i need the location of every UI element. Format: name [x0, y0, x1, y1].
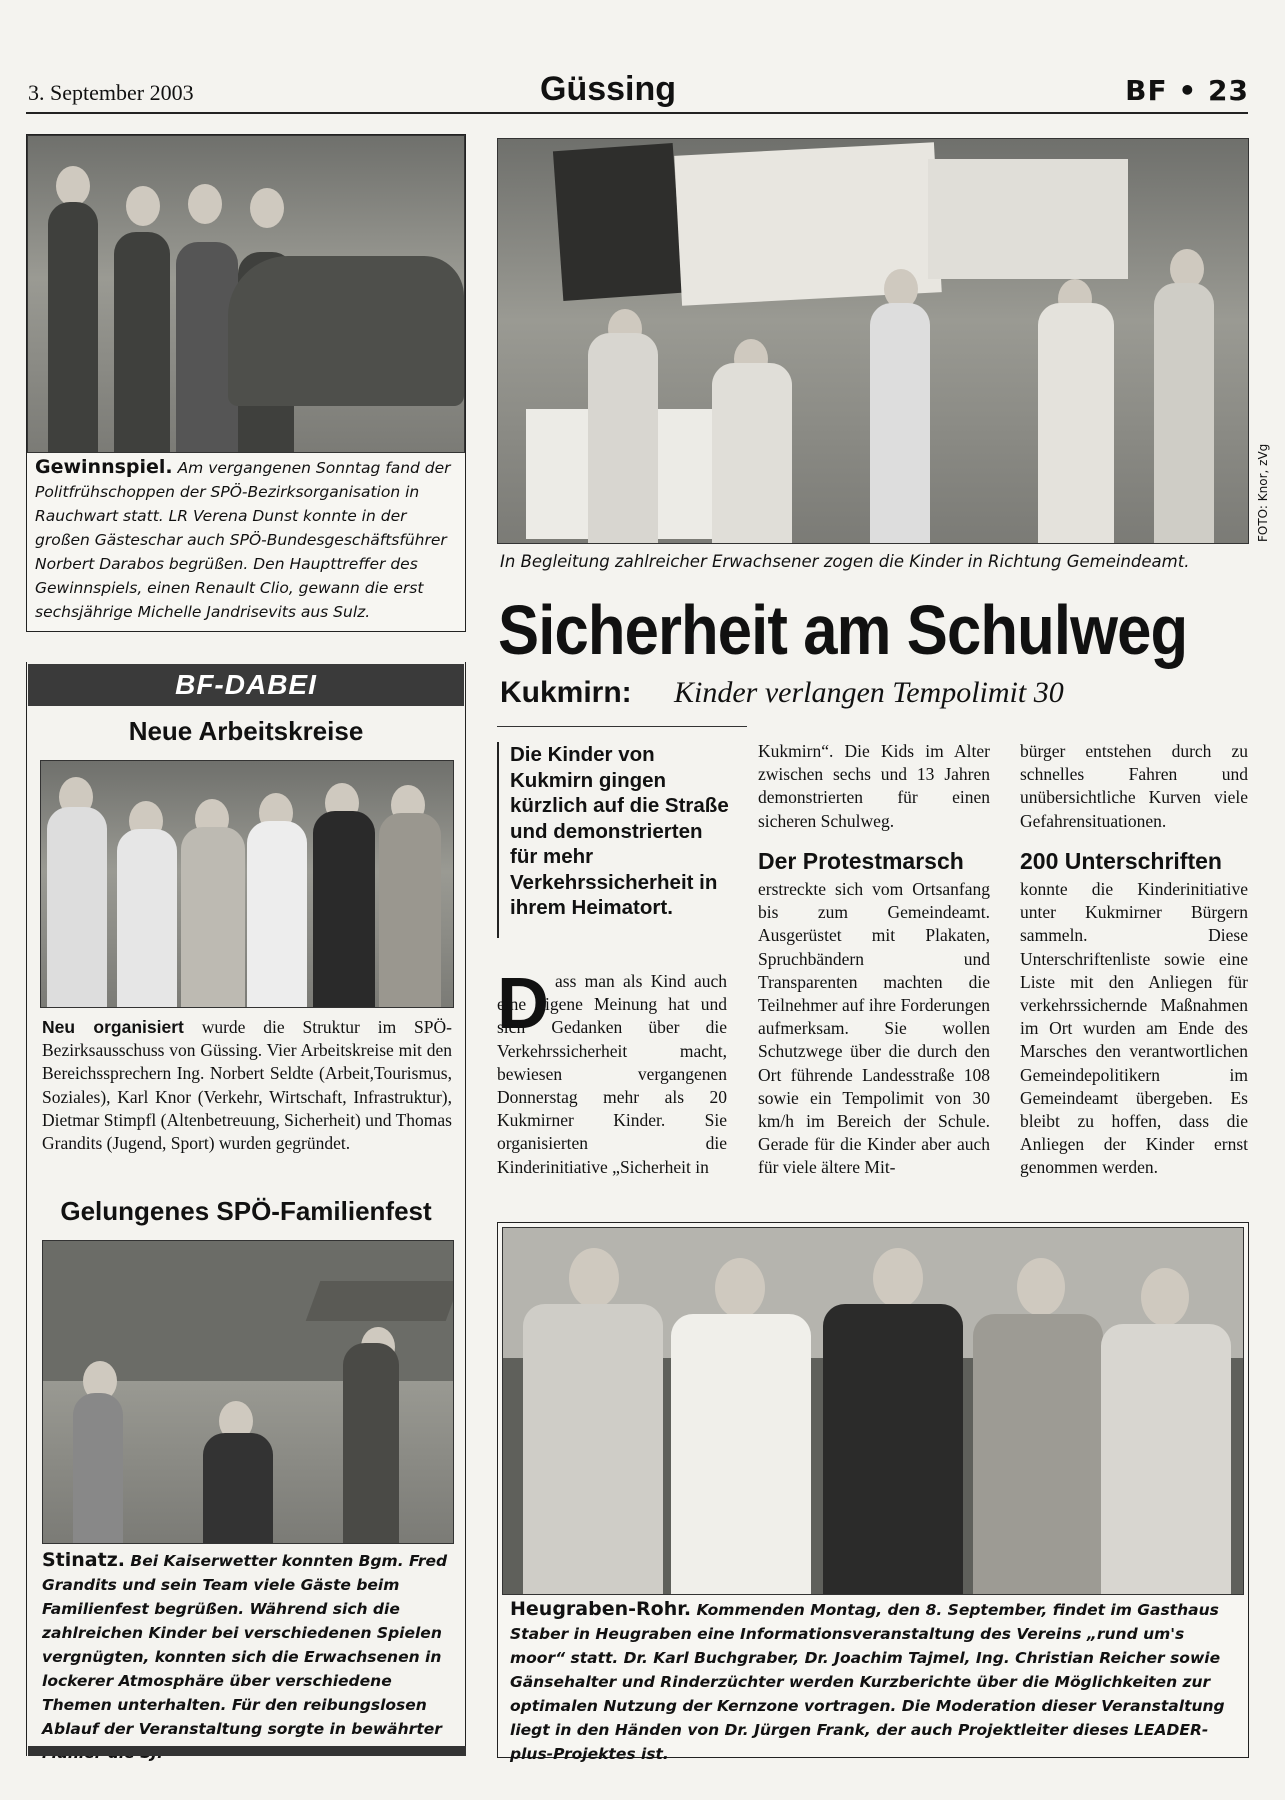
gewinnspiel-text: Am vergangenen Sonntag fand der Politfrühschoppen der SPÖ-Bezirksorganisation in Rauchwart statt. LR Verena Dunst konnte in der großen Gästeschar auch SPÖ-Bundesgeschäftsführer Norbert Darabos begrüßen. Den Haupttreffer des Gewinnspiels, einen Renault Clio, gewann die erst sechsjährige Michelle Jandrisevits aus Sulz.	[35, 459, 451, 621]
arbeitskreise-lead: Neu organisiert	[42, 1017, 184, 1037]
heugraben-text: Kommenden Montag, den 8. September, findet im Gasthaus Staber in Heugraben eine Informationsveranstaltung des Vereins „rund um's moor“ statt. Dr. Karl Buchgraber, Dr. Joachim Tajmel, Ing. Christian Reicher sowie Gänsehalter und Rinderzüchter werden Kurzberichte über die Möglichkeiten zur optimalen Nutzung der Kernzone vortragen. Die Moderation dieser Veranstaltung liegt in den Händen von Dr. Jürgen Frank, der auch Projektleiter dieses LEADER-plus-Projektes ist.	[510, 1601, 1225, 1763]
arbeitskreise-photo	[40, 760, 454, 1008]
col3-text: konnte die Kinderinitiative unter Kukmirner Bürgern sammeln. Diese Unterschriftenliste sowie eine Liste mit den Anliegen für verkehrssichernde Maßnahmen im Ort wurden am Ende des Marsches den verantwortlichen Gemeindepolitikern im Gemeindeamt übergeben. Es bleibt zu hoffen, dass die Anliegen der Kinder ernst genommen werden.	[1020, 879, 1248, 1178]
issue-date: 3. September 2003	[28, 80, 194, 105]
kicker-text: Kinder verlangen Tempolimit 30	[674, 676, 1064, 709]
col2-text: erstreckte sich vom Ortsanfang bis zum Gemeindeamt. Ausgerüstet mit Plakaten, Spruchbändern und Transparenten machten die Teilnehmer auf ihre Forderungen aufmerksam. Sie wollen Schutzwege über die durch den Ort führende Landesstraße 108 sowie ein Tempolimit von 30 km/h im Bereich der Schule. Gerade für die Kinder aber auch für viele ältere Mit-	[758, 879, 990, 1178]
col2-head: Der Protestmarsch	[758, 848, 964, 874]
dabei-bottom-bar	[28, 1746, 466, 1756]
arbeitskreise-body: wurde die Struktur im SPÖ-Bezirksausschuss von Güssing. Vier Arbeitskreise mit den Bereichssprechern Ing. Norbert Seldte (Arbeit,Tourismus, Soziales), Karl Knor (Verkehr, Wirtschaft, Infrastruktur), Dietmar Stimpfl (Altenbetreuung, Sicherheit) und Thomas Grandits (Jugend, Sport) wurden gegründet.	[42, 1017, 452, 1154]
heugraben-title: Heugraben-Rohr.	[510, 1598, 692, 1620]
arbeitskreise-text	[42, 1016, 452, 1155]
col3-head: 200 Unterschriften	[1020, 848, 1222, 874]
heugraben-box	[497, 1222, 1249, 1763]
page-brand: BF • 23	[1125, 74, 1249, 107]
schulweg-caption: In Begleitung zahlreicher Erwachsener zogen die Kinder in Richtung Gemeindeamt.	[500, 552, 1190, 571]
dabei-bar: BF-DABEI	[28, 664, 464, 706]
gewinnspiel-photo	[27, 135, 465, 453]
gewinnspiel-box	[26, 134, 466, 632]
headline: Sicherheit am Schulweg	[498, 591, 1188, 669]
col1-text: ass man als Kind auch eine eigene Meinung hat und sich Gedanken über die Verkehrssicherheit macht, bewiesen vergangenen Donnerstag mehr als 20 Kukmirner Kinder. Sie organisierten die Kinderinitiative „Sicherheit in	[497, 971, 727, 1177]
heugraben-photo	[502, 1227, 1244, 1595]
familienfest-text: Bei Kaiserwetter konnten Bgm. Fred Grandits und sein Team viele Gäste beim Familienfest begrüßen. Während sich die zahlreichen Kinder bei verschiedenen Spielen vergnügten, konnten sich die Erwachsenen in lockerer Atmosphäre über verschiedene Themen unterhalten. Für den reibungslosen Ablauf der Veranstaltung sorgte in bewährter	[42, 1552, 448, 1738]
heugraben-caption	[510, 1597, 1236, 1766]
kicker-rule	[497, 726, 747, 727]
familienfest-caption	[42, 1548, 454, 1765]
col2-top: Kukmirn“. Die Kids im Alter zwischen sechs und 13 Jahren demonstrierten für einen sicheren Schulweg.	[758, 741, 990, 831]
gewinnspiel-caption	[35, 455, 457, 624]
photo-credit: FOTO: Knor, zVg	[1256, 443, 1270, 542]
familienfest-photo	[42, 1240, 454, 1544]
familienfest-headline: Gelungenes SPÖ-Familienfest	[60, 1196, 432, 1226]
familienfest-title: Stinatz.	[42, 1549, 125, 1571]
col3-top: bürger entstehen durch zu schnelles Fahren und unübersichtliche Kurven viele Gefahrensituationen.	[1020, 741, 1248, 831]
section-title: Güssing	[540, 70, 677, 108]
dropcap: D	[497, 964, 549, 1044]
lead-rule	[497, 742, 499, 938]
kicker-place: Kukmirn:	[500, 676, 632, 709]
header-rule	[26, 112, 1248, 114]
schulweg-photo	[497, 138, 1249, 544]
arbeitskreise-headline: Neue Arbeitskreise	[128, 716, 364, 746]
gewinnspiel-title: Gewinnspiel.	[35, 456, 173, 478]
lead-text: Die Kinder von Kukmirn gingen kürzlich auf die Straße und demonstrierten für mehr Verkehrssicherheit in ihrem Heimatort.	[510, 743, 729, 919]
